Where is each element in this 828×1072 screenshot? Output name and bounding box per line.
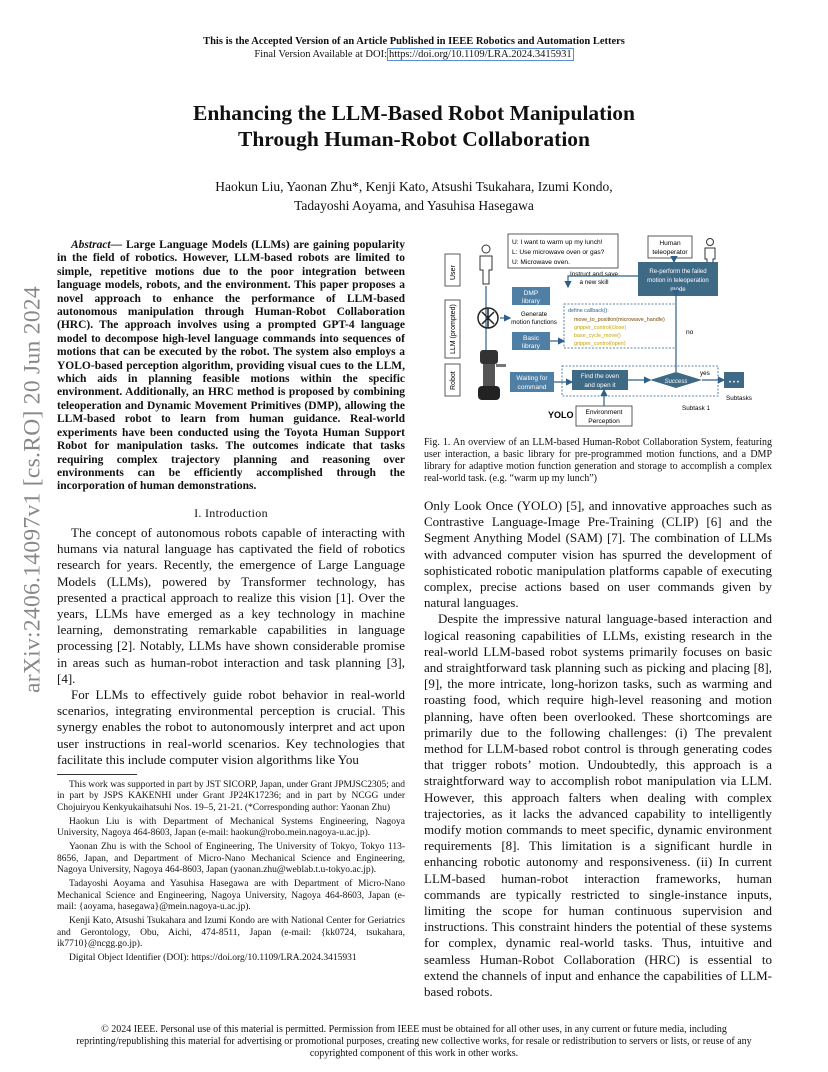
code-line-5: gripper_control(open) [574,341,626,347]
code-line-3: gripper_control(close) [574,325,627,331]
intro-body [57,525,405,768]
env-label-2: Perception [588,418,620,425]
doi-prefix: Final Version Available at DOI: [254,49,387,60]
footnote-doi: Digital Object Identifier (DOI): https://doi.org/10.1109/LRA.2024.3415931 [69,953,357,964]
footnote-author-3: Tadayoshi Aoyama and Yasuhisa Hasegawa are with Department of Micro-Nano Mechanical Science and Engineering, Nagoya University, Nagoya 464-8603, Japan (e-mail: {aoyama, hasegawa}@mein.nagoya-u.ac.jp). [57,879,405,912]
doi-link[interactable]: https://doi.org/10.1109/LRA.2024.3415931 [389,49,572,60]
footnotes [57,780,405,967]
authors [0,177,828,215]
abstract-lead: Abstract [71,239,111,251]
lane-robot-label: Robot [450,371,457,390]
dmp-label-1: DMP [523,290,539,297]
right-paragraph-1: Only Look Once (YOLO) [5], and innovative approaches such as Contrastive Language-Image Pre-Training (CLIP) [6] and the Segment Anything Model (SAM) [7]. The combination of LLMs with advanced computer vision has spurred the development of sophisticated robotic manipulation platforms capable of executing complex, precise actions based on user commands given by natural languages. [424,498,772,611]
dmp-label-2: library [522,298,540,305]
arxiv-stamp: arXiv:2406.14097v1 [cs.RO] 20 Jun 2024 [19,286,46,693]
user-person-icon [480,245,492,284]
authors-line-2: Tadayoshi Aoyama, and Yasuhisa Hasegawa [294,198,534,213]
code-line-2: move_to_position(microwave_handle) [574,317,665,323]
journal-header: This is the Accepted Version of an Article Published in IEEE Robotics and Automation Letters [203,36,625,47]
footnote-author-2: Yaonan Zhu is with the School of Engineering, The University of Tokyo, Tokyo 113-8656, Japan, and Department of Micro-Nano Mechanical Science and Engineering, Nagoya University, Nagoya 464-8603, Japan (yaonan.zhu@weblab.t.u-tokyo.ac.jp). [57,842,405,876]
figure-caption: Fig. 1. An overview of an LLM-based Human-Robot Collaboration System, featuring user interaction, a basic library for pre-programmed motion functions, and a DMP library for adaptive motion function generation and storage to accomplish a complex real-world task. (e.g. “warm up my lunch”) [424,437,772,484]
abstract-text: — Large Language Models (LLMs) are gaining popularity in the field of robotics. However, LLM-based robots are limited to simple, repetitive motions due to the poor integration between language models, robots, and the environment. This paper proposes a novel approach to enhance the performance of LLM-based autonomous manipulation through Human-Robot Collaboration (HRC). The approach involves using a prompted GPT-4 language model to decompose high-level language commands into sequences of motions that can be executed by the robot. The system also employs a YOLO-based perception algorithm, providing visual cues to the LLM, which aids in planning feasible motions within the specific environment. Additionally, an HRC method is proposed by combining teleoperation and Dynamic Movement Primitives (DMP), allowing the LLM-based robot to learn from human guidance. Real-world experiments have been conducted using the Toyota Human Support Robot for manipulation tasks. The outcomes indicate that tasks requiring complex trajectory planning and reasoning over environments can be efficiently accomplished through the incorporation of human demonstrations. [57,239,405,493]
doi-line [0,49,828,60]
find-label-2: and open it [584,382,616,389]
code-line-4: base_cycle_move() [574,333,621,339]
code-line-1: define callback(): [568,308,609,314]
lane-llm-label: LLM (prompted) [450,304,457,354]
title-line-1: Enhancing the LLM-Based Robot Manipulation [192,101,636,125]
right-column-body [424,498,772,1000]
generate-label-1: Generate [520,311,548,318]
section-heading: I. Introduction [194,506,268,520]
footnote-author-1: Haokun Liu is with Department of Mechanical Systems Engineering, Nagoya University, Nagoya 464-8603, Japan (e-mail: haokun@robo.mein.nagoya-u.ac.jp). [57,816,405,839]
waiting-label-2: command [517,384,547,391]
intro-paragraph-1: The concept of autonomous robots capable of interacting with humans via natural language has captivated the field of robotics research for years. Recently, the emergence of Large Language Models (LLMs), powered by Transformer technology, has presented a practical approach to realize this vision [1]. Over the years, LLMs have emerged as a key technology in machine learning, demonstrating remarkable capabilities in language processing [2]. Notably, LLMs have shown considerable promise in areas such as human-robot interaction and task planning [3], [4]. [57,525,405,686]
dialog-line-1: U: I want to warm up my lunch! [512,239,603,246]
instruct-label-1: Instruct and save [570,271,618,278]
abstract [57,239,405,494]
dots-label: • • • [728,379,740,386]
human-teleop-label-2: teleoperator [652,249,688,256]
reperform-label-2: motion in teleoperation [647,277,709,284]
intro-paragraph-2: For LLMs to effectively guide robot behavior in real-world scenarios, integrating environmental perception is crucial. This synergy enables the robot to autonomously interpret and act upon user instructions in real-world scenarios. Key technologies that facilitate this include computer vision algorithms like You [57,687,405,767]
reperform-label-3: mode [670,286,686,293]
generate-label-2: motion functions [511,319,557,326]
overview-figure [438,232,768,428]
authors-line-1: Haokun Liu, Yaonan Zhu*, Kenji Kato, Atsushi Tsukahara, Izumi Kondo, [215,179,613,194]
subtask1-label: Subtask 1 [682,405,711,412]
find-label-1: Find the oven [580,373,620,380]
yes-label: yes [700,370,710,377]
lane-user-label: User [450,265,457,280]
instruct-label-2: a new skill [579,279,609,286]
footnote-rule [57,774,137,775]
basic-label-2: library [522,343,540,350]
no-label: no [686,329,694,336]
env-label-1: Environment [585,409,623,416]
yolo-label: YOLO [548,410,574,420]
human-teleop-label-1: Human [659,240,681,247]
reperform-label-1: Re-perform the failed [649,268,707,275]
dialog-line-2: L: Use microwave oven or gas? [512,249,605,256]
title-line-2: Through Human-Robot Collaboration [237,127,591,151]
footnote-funding: This work was supported in part by JST SICORP, Japan, under Grant JPMJSC2305; and in part by JSPS KAKENHI under Grant JP24K17236; and in part by NCGG under Chojuiryou Kenkyukaihatsuhi Nos. 19–5, 21-21. (*Corresponding author: Yaonan Zhu) [57,780,405,813]
waiting-label-1: Waiting for [516,375,548,382]
llm-logo-icon [478,308,498,328]
success-label: Success [664,379,688,385]
subtasks-label: Subtasks [726,395,752,402]
footnote-author-4: Kenji Kato, Atsushi Tsukahara and Izumi Kondo are with National Center for Geriatrics and Gerontology, Obu, Aichi, 474-8511, Japan (e-mail: {kk0724, tsukahara, ik7710}@ncgg.go.jp). [57,916,405,949]
paper-title [0,100,828,152]
right-paragraph-2: Despite the impressive natural language-based interaction and logical reasoning capabilities of LLMs, existing research in the real-world LLM-based robot systems primarily focuses on basic and straightforward task planning such as picking and placing [8], [9], the more intricate, long-horizon tasks, such as warming and roasting food, which require high-level reasoning and motion planning, have often been overlooked. These shortcomings are primarily due to the following challenges: (i) The prevalent method for LLM-based robot control is through generating codes that trigger robots’ motion. Undoubtedly, this approach is a straightforward way to accomplish robot manipulation via LLM. However, this approach falters when dealing with complex trajectories, as it lacks the advanced capability to intelligently modify motion commands to meet specific, dynamic environment requirements [8]. This limitation is a significant hurdle in enhancing robotic autonomy and responsiveness. (ii) In current LLM-based human-robot interaction frameworks, human commands are typically restricted to single-instance inputs, limiting the scope for human continuous supervision and instructions. This constraint hinders the potential of these systems for complex, dynamic real-world tasks. Thus, intuitive and seamless Human-Robot Collaboration (HRC) is essential to extend the channels of input and enhance the capabilities of LLM-based robots. [424,611,772,1000]
robot-icon [478,350,506,400]
dialog-line-3: U: Microwave oven. [512,259,570,266]
copyright-footer: © 2024 IEEE. Personal use of this material is permitted. Permission from IEEE must be obtained for all other uses, in any current or future media, including reprinting/republishing this material for advertising or promotional purposes, creating new collective works, for resale or redistribution to servers or lists, or reuse of any copyrighted component of this work in other works. [76,1024,752,1059]
basic-label-1: Basic [522,335,540,342]
